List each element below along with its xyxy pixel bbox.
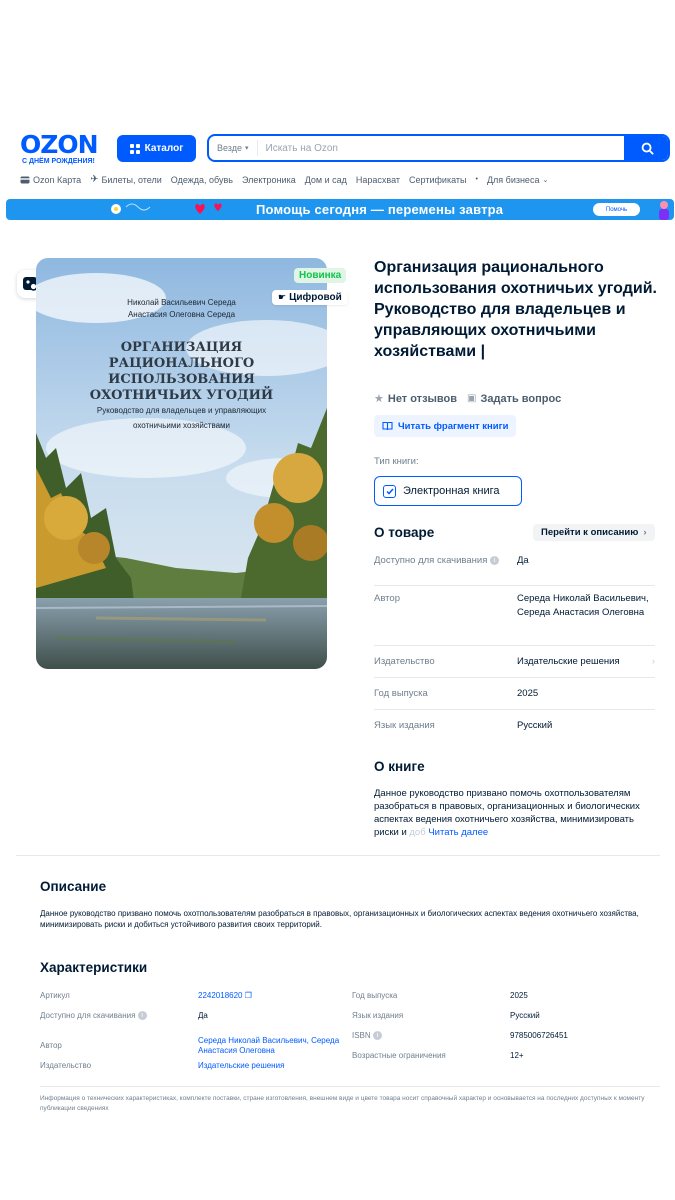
description-heading: Описание — [40, 879, 107, 894]
characteristics-left — [40, 991, 340, 1081]
about-product-heading: О товаре — [374, 525, 435, 540]
ask-question-link[interactable] — [467, 392, 561, 405]
book-type-label: Тип книги: — [374, 456, 419, 467]
attribute-value: Издательские решения — [517, 656, 620, 667]
chat-bubble-icon: ▣ — [467, 393, 477, 404]
characteristic-row — [40, 1031, 340, 1061]
attribute-key-text: Доступно для скачивания — [374, 555, 488, 566]
section-divider — [16, 855, 660, 856]
logo-wordmark: OZON — [20, 130, 98, 159]
characteristic-value: 2025 — [510, 991, 528, 1000]
goto-description-label: Перейти к описанию — [541, 527, 639, 538]
characteristics-heading: Характеристики — [40, 960, 148, 975]
chevron-right-icon: › — [651, 656, 655, 667]
characteristic-key: Год выпуска — [352, 991, 398, 1000]
nav-home-garden[interactable]: Дом и сад — [304, 174, 347, 185]
characteristics-right — [352, 991, 652, 1071]
book-type-ebook-option[interactable] — [374, 476, 522, 506]
nav-ozon-card[interactable] — [20, 175, 81, 185]
product-attributes — [374, 548, 655, 742]
info-icon[interactable]: i — [138, 1011, 147, 1020]
read-more-link[interactable]: Читать далее — [428, 827, 489, 838]
attribute-row — [374, 586, 655, 646]
card-icon — [20, 176, 30, 184]
attribute-value: Да — [517, 555, 529, 566]
cover-title: ОРГАНИЗАЦИЯ РАЦИОНАЛЬНОГО ИСПОЛЬЗОВАНИЯ ОХОТНИЧЬИХ УГОДИЙ — [89, 340, 274, 403]
info-icon[interactable]: i — [373, 1031, 382, 1040]
characteristic-key: Язык издания — [352, 1011, 404, 1020]
digital-badge — [272, 290, 348, 305]
description-text: Данное руководство призвано помочь охотпользователям разобраться в правовых, организационных и биологических аспектах ведения охотничьего хозяйства, минимизировать риски и добиться устойчивого развития своих территорий. — [40, 909, 639, 929]
digital-badge-label: Цифровой — [289, 292, 342, 303]
info-icon[interactable]: i — [490, 556, 499, 565]
characteristic-key: Артикул — [40, 991, 70, 1000]
characteristic-row — [352, 1011, 652, 1031]
no-reviews-label: Нет отзывов — [387, 392, 458, 405]
sku-value[interactable] — [198, 991, 340, 1001]
attribute-key — [374, 554, 517, 579]
attribute-key: Язык издания — [374, 720, 435, 731]
book-open-icon — [382, 421, 393, 431]
banner-text: Помощь сегодня — перемены завтра — [256, 202, 504, 217]
characteristic-key-text: ISBN — [352, 1031, 371, 1040]
attribute-value: Русский — [517, 720, 553, 731]
characteristic-row — [40, 991, 340, 1011]
attribute-row — [374, 678, 655, 710]
characteristic-value: 12+ — [510, 1051, 524, 1060]
logo-tagline: С ДНЁМ РОЖДЕНИЯ! — [22, 158, 95, 165]
cover-author-line: Николай Васильевич Середа — [127, 298, 236, 307]
nav-electronics[interactable]: Электроника — [241, 174, 296, 185]
promo-banner[interactable] — [6, 199, 674, 220]
section-divider — [40, 1086, 660, 1087]
about-book-body: Данное руководство призвано помочь охотпользователям разобраться в правовых, организационных и биологических аспектах ведения охотничьего хозяйства, минимизировать риски и — [374, 788, 640, 838]
publisher-link[interactable]: Издательские решения — [198, 1061, 285, 1070]
search-bar — [207, 134, 670, 162]
search-scope-label: Везде — [217, 143, 242, 153]
chevron-down-icon: ⌄ — [542, 176, 549, 184]
copy-icon[interactable]: ❐ — [244, 991, 252, 1000]
ask-question-label: Задать вопрос — [480, 392, 562, 405]
nav-clothes[interactable]: Одежда, обувь — [170, 174, 233, 185]
checkmark-icon — [383, 485, 396, 498]
attribute-key: Год выпуска — [374, 688, 428, 699]
characteristic-row — [352, 991, 652, 1011]
characteristic-key — [40, 1011, 198, 1021]
catalog-button[interactable] — [117, 135, 196, 162]
attribute-row — [374, 548, 655, 586]
nav-label: Ozon Карта — [33, 174, 82, 185]
read-fragment-button[interactable] — [374, 415, 516, 437]
ozon-logo[interactable] — [20, 132, 108, 166]
characteristic-value: 9785006726451 — [510, 1031, 568, 1040]
characteristic-key: Автор — [40, 1041, 62, 1050]
plane-icon: ✈ — [90, 174, 99, 185]
star-icon: ★ — [374, 393, 384, 405]
about-book-fade: доб — [409, 827, 426, 838]
book-type-value: Электронная книга — [403, 485, 500, 497]
cover-author-line: Анастасия Олеговна Середа — [127, 310, 236, 319]
nav-label: Билеты, отели — [101, 174, 162, 185]
banner-figure-decoration — [654, 199, 674, 220]
new-badge: Новинка — [294, 268, 346, 283]
search-button[interactable] — [624, 134, 670, 162]
nav-tickets[interactable] — [90, 174, 162, 185]
characteristic-row — [40, 1061, 340, 1081]
characteristic-key-text: Доступно для скачивания — [40, 1011, 136, 1020]
chevron-right-icon: › — [643, 527, 647, 538]
reviews-link[interactable] — [374, 392, 457, 405]
characteristic-row — [40, 1011, 340, 1031]
product-title: Организация рационального использования охотничьих угодий. Руководство для владельцев и управляющих охотничьими хозяйствами | — [374, 259, 657, 360]
search-scope-select[interactable] — [209, 140, 258, 156]
chevron-down-icon: ▾ — [245, 145, 249, 152]
top-navigation — [20, 174, 548, 185]
nav-certificates[interactable]: Сертификаты — [409, 174, 467, 185]
read-fragment-label: Читать фрагмент книги — [398, 420, 509, 432]
characteristic-key: Издательство — [40, 1061, 92, 1070]
publisher-link[interactable] — [517, 655, 655, 671]
characteristic-row — [352, 1031, 652, 1051]
characteristic-value: Да — [198, 1011, 208, 1020]
attribute-row — [374, 710, 655, 742]
about-book-text — [374, 787, 655, 839]
characteristic-row — [352, 1051, 652, 1071]
author-link[interactable]: Середа Николай Васильевич, Середа Анастасия Олеговна — [198, 1036, 340, 1055]
characteristic-key — [352, 1031, 510, 1041]
catalog-label: Каталог — [144, 143, 184, 154]
nav-separator-dot: • — [475, 176, 478, 183]
search-input[interactable] — [258, 143, 624, 154]
characteristic-key: Возрастные ограничения — [352, 1051, 446, 1060]
characteristic-value: Русский — [510, 1011, 540, 1020]
nav-label: Для бизнеса — [486, 174, 540, 185]
goto-description-button[interactable] — [533, 524, 655, 541]
catalog-grid-icon — [130, 144, 140, 154]
search-icon — [641, 142, 654, 155]
cover-subtitle: Руководство для владельцев и управляющих охотничьими хозяйствами — [96, 406, 267, 430]
nav-business[interactable] — [487, 175, 548, 185]
about-book-heading: О книге — [374, 759, 425, 774]
characteristic-value: 2242018620 — [198, 991, 243, 1000]
hand-pointer-icon: ☛ — [278, 292, 287, 302]
nav-trending[interactable]: Нарасхват — [355, 174, 401, 185]
attribute-row — [374, 646, 655, 678]
attribute-key: Автор — [374, 593, 400, 604]
attribute-value: 2025 — [517, 688, 539, 699]
attribute-key: Издательство — [374, 656, 435, 667]
attribute-value: Середа Николай Васильевич, Середа Анастасия Олеговна — [517, 593, 649, 618]
rating-row — [374, 392, 561, 405]
banner-help-button[interactable]: Помочь — [593, 203, 640, 216]
banner-decoration — [104, 199, 244, 220]
characteristics-disclaimer: Информация о технических характеристиках, комплекте поставки, стране изготовления, внешнем виде и цвете товара носит справочный характер и основывается на последних доступных к моменту публикации сведениях — [40, 1095, 645, 1112]
